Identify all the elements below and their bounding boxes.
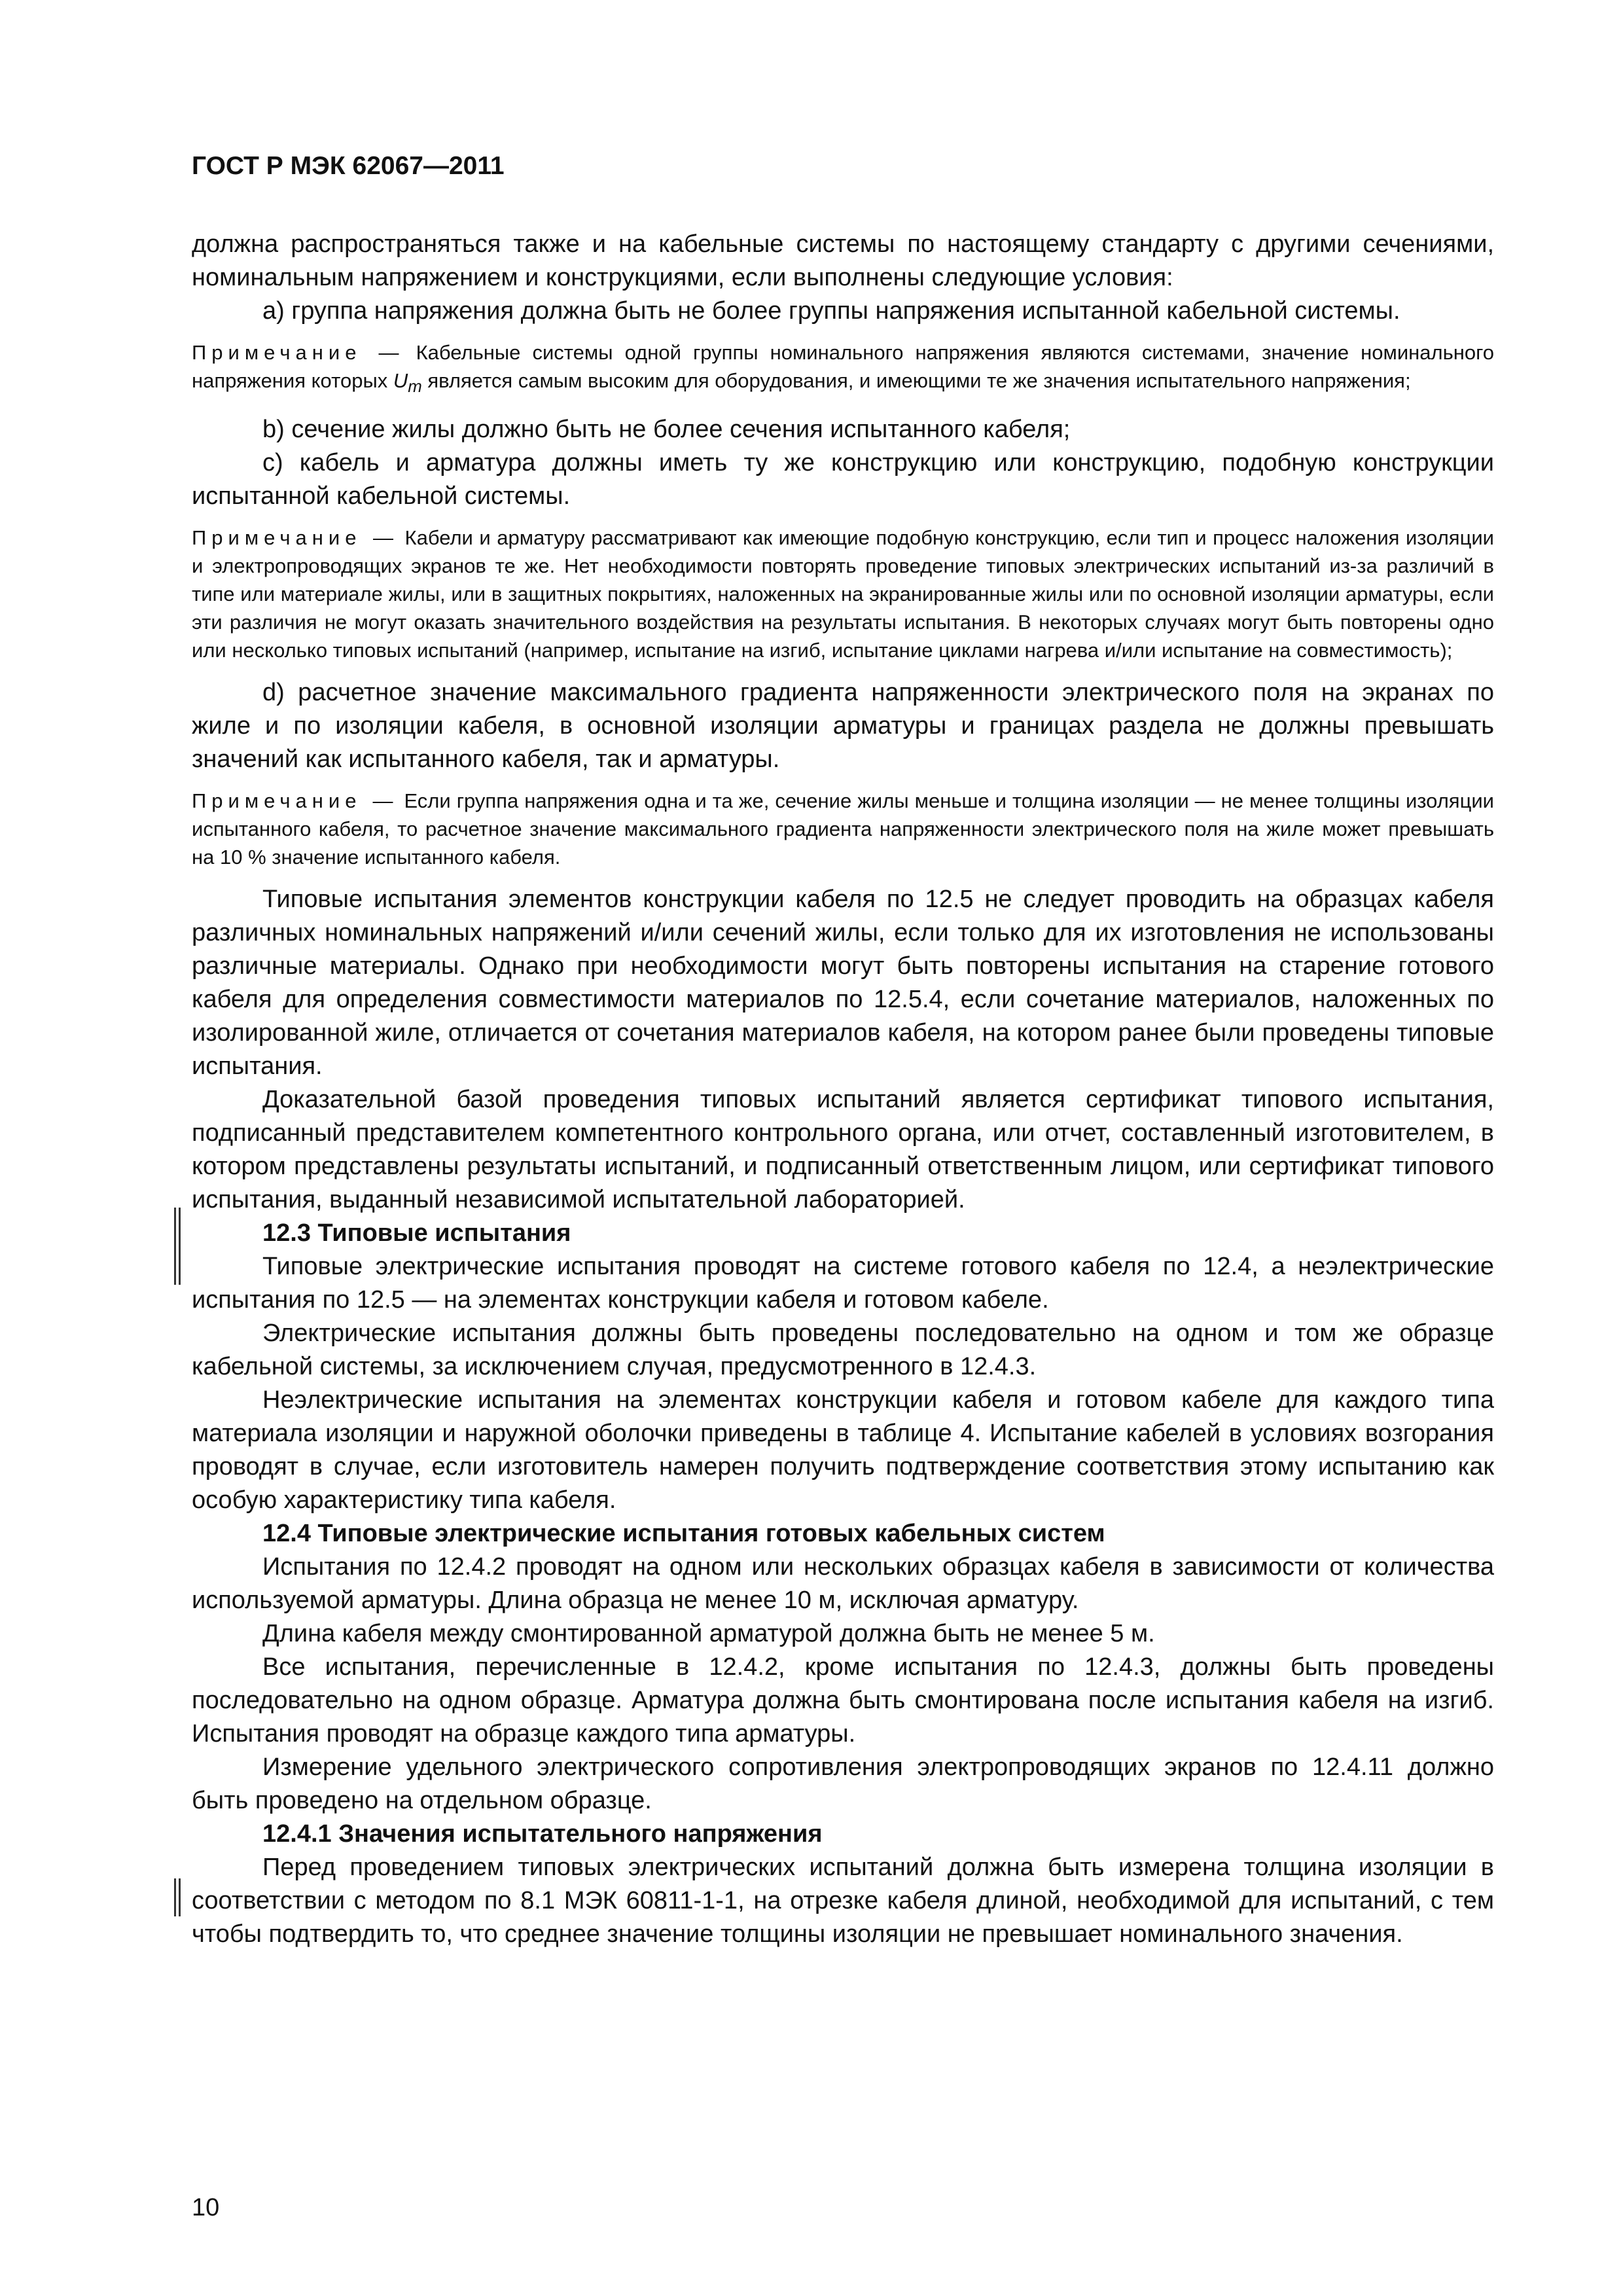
note-2 [192, 524, 1494, 664]
paragraph-evidence-base: Доказательной базой проведения типовых испытаний является сертификат типового испытания, подписанный представителем компетентного контрольного органа, или отчет, составленный изготовителем, в котором представлены результаты испытаний, и подписанный ответственным лицом, или сертификат типового испытания, выданный независимой испытательной лабораторией. [192, 1086, 1494, 1214]
note-text-after: является самым высоким для оборудования, и имеющими те же значения испытательного напряжения; [421, 369, 1411, 392]
section-12-4-1-paragraph: Перед проведением типовых электрических испытаний должна быть измерена толщина изоляции в соответствии с методом по 8.1 МЭК 60811-1-1, на отрезке кабеля длиной, необходимой для испытаний, с тем чтобы подтвердить то, что среднее значение толщины изоляции не превышает номинального значения. [192, 1854, 1494, 1948]
intro-paragraph: должна распространяться также и на кабельные системы по настоящему стандарту с другими сечениями, номинальным напряжением и конструкциями, если выполнены следующие условия: [192, 230, 1494, 291]
note-text: Кабели и арматуру рассматривают как имеющие подобную конструкцию, если тип и процесс наложения изоляции и электропроводящих экранов те же. Нет необходимости повторять проведение типовых электрических испытаний из-за различий в типе или материале жилы, или в защитных покрытиях, наложенных на экранированные жилы или по основной изоляции арматуры, если эти различия не могут оказать значительного воздействия на результаты испытания. В некоторых случаях могут быть повторены одно или несколько типовых испытаний (например, испытание на изгиб, испытание циклами нагрева и/или испытание на совместимость); [192, 526, 1494, 662]
note-label: Примечание — [192, 341, 404, 364]
document-page [192, 152, 1494, 2240]
condition-a: а) группа напряжения должна быть не более группы напряжения испытанной кабельной системы. [262, 297, 1400, 325]
note-text: Кабельные системы одной группы номинального напряжения являются системами, значение номинального напряжения которых [192, 341, 1494, 392]
symbol-sub-m: m [408, 378, 422, 397]
paragraph-type-tests-elements: Типовые испытания элементов конструкции кабеля по 12.5 не следует проводить на образцах кабеля различных номинальных напряжений и/или сечений жилы, если только для их изготовления не использованы различные материалы. Однако при необходимости могут быть повторены испытания на старение готового кабеля для определения совместимости материалов по 12.5.4, если сочетание материалов, наложенных по изолированной жиле, отличается от сочетания материалов кабеля, на котором ранее были проведены типовые испытания. [192, 886, 1494, 1081]
section-12-3-paragraph: Неэлектрические испытания на элементах конструкции кабеля и готовом кабеле для каждого типа материала изоляции и наружной оболочки приведены в таблице 4. Испытание кабелей в условиях возгорания проводят в случае, если изготовитель намерен получить подтверждение соответствия этому испытанию как особую характеристику типа кабеля. [192, 1386, 1494, 1515]
note-1 [192, 338, 1494, 401]
condition-d: d) расчетное значение максимального градиента напряженности электрического поля на экранах по жиле и по изоляции кабеля, в основной изоляции арматуры и границах раздела не должны превышать значений как испытанного кабеля, так и арматуры. [192, 679, 1494, 774]
section-heading-12-4-1: 12.4.1 Значения испытательного напряжения [262, 1820, 823, 1848]
section-heading-12-4: 12.4 Типовые электрические испытания готовых кабельных систем [262, 1520, 1105, 1548]
symbol-u: U [393, 369, 408, 392]
section-12-3-paragraph: Электрические испытания должны быть проведены последовательно на одном и том же образце кабельной системы, за исключением случая, предусмотренного в 12.4.3. [192, 1319, 1494, 1381]
section-12-4-paragraph: Длина кабеля между смонтированной арматурой должна быть не менее 5 м. [262, 1620, 1155, 1648]
section-12-4-paragraph: Испытания по 12.4.2 проводят на одном или нескольких образцах кабеля в зависимости от количества используемой арматуры. Длина образца не менее 10 м, исключая арматуру. [192, 1553, 1494, 1615]
section-12-3-paragraph: Типовые электрические испытания проводят на системе готового кабеля по 12.4, а неэлектрические испытания по 12.5 — на элементах конструкции кабеля и готовом кабеле. [192, 1253, 1494, 1314]
change-marker-bar [174, 1878, 181, 1916]
note-label: Примечание — [192, 526, 399, 550]
change-marker-bar [174, 1208, 181, 1285]
section-12-4-paragraph: Измерение удельного электрического сопротивления электропроводящих экранов по 12.4.11 должно быть проведено на отдельном образце. [192, 1753, 1494, 1815]
condition-c: c) кабель и арматура должны иметь ту же конструкцию или конструкцию, подобную конструкции испытанной кабельной системы. [192, 449, 1494, 511]
page-number: 10 [192, 2194, 220, 2221]
section-12-4-paragraph: Все испытания, перечисленные в 12.4.2, кроме испытания по 12.4.3, должны быть проведены последовательно на одном образце. Арматура должна быть смонтирована после испытания кабеля на изгиб. Испытания проводят на образце каждого типа арматуры. [192, 1653, 1494, 1748]
note-label: Примечание — [192, 789, 399, 813]
section-heading-12-3: 12.3 Типовые испытания [262, 1219, 571, 1247]
condition-b: b) сечение жилы должно быть не более сечения испытанного кабеля; [262, 416, 1071, 444]
note-3 [192, 787, 1494, 871]
page-header-title: ГОСТ Р МЭК 62067—2011 [192, 152, 505, 180]
note-text: Если группа напряжения одна и та же, сечение жилы меньше и толщина изоляции — не менее толщины изоляции испытанного кабеля, то расчетное значение максимального градиента напряженности электрического поля на жиле может превышать на 10 % значение испытанного кабеля. [192, 789, 1494, 869]
